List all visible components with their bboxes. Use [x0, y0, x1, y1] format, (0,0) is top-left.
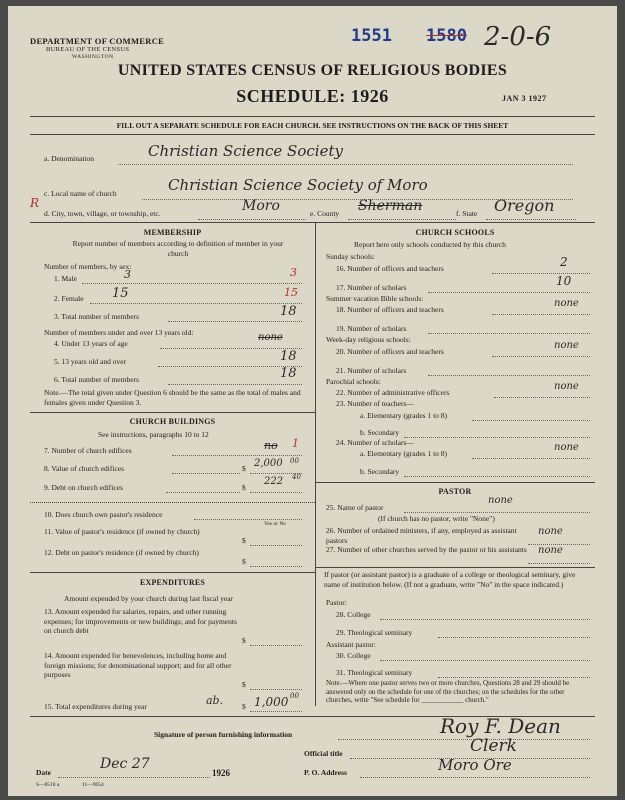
official-title-label: Official title — [304, 749, 343, 758]
q23-label: 23. Number of teachers— — [336, 399, 414, 408]
po-address-label: P. O. Address — [304, 768, 347, 777]
q1-value: 3 — [124, 268, 131, 281]
weekday-label: Week-day religious schools: — [326, 335, 411, 344]
q30-label: 30. College — [336, 651, 371, 660]
q24a-label: a. Elementary (grades 1 to 8) — [360, 449, 448, 458]
q15-value: 1,000 — [254, 695, 289, 709]
q25-hint: (If church has no pastor, write "None") — [378, 514, 495, 523]
q18-label: 18. Number of officers and teachers — [336, 305, 444, 314]
q4-value: none — [258, 332, 283, 343]
state-label: f. State — [456, 209, 478, 218]
schools-title: CHURCH SCHOOLS — [415, 228, 495, 237]
buildings-intro: See instructions, paragraphs 10 to 12 — [98, 430, 209, 439]
age-intro-label: Number of members under and over 13 years old: — [44, 328, 194, 337]
q15-label: 15. Total expenditures during year — [44, 702, 147, 711]
q25-label: 25. Name of pastor — [326, 503, 384, 512]
q5-label: 5. 13 years old and over — [54, 357, 127, 366]
parochial-label: Parochial schools: — [326, 377, 381, 386]
q8-cents: 00 — [290, 457, 299, 465]
q13-label: 13. Amount expended for salaries, repairs, and other running expenses; for improvements or new buildings; and for payments on church debt — [44, 607, 237, 635]
membership-note: Note.—The total given under Question 6 should be the same as the total of males and females given under Question 3. — [44, 388, 301, 407]
q22-label: 22. Number of administrative officers — [336, 388, 450, 397]
bureau-label: BUREAU OF THE CENSUS — [46, 46, 130, 53]
membership-intro: Report number of members according to definition of member in your church — [72, 239, 284, 258]
q18-value: none — [554, 298, 579, 309]
state-value: Oregon — [494, 196, 555, 215]
q13-dollar: $ — [242, 636, 246, 645]
q9-label: 9. Debt on church edifices — [44, 483, 123, 492]
q26-label: 26. Number of ordained ministers, if any, employed as assistant pastors — [326, 526, 517, 545]
q16-label: 16. Number of officers and teachers — [336, 264, 444, 273]
q24b-label: b. Secondary — [360, 467, 400, 476]
q17-label: 17. Number of scholars — [336, 283, 407, 292]
date-label: Date — [36, 768, 51, 777]
q6-value: 18 — [280, 366, 297, 381]
q6-label: 6. Total number of members — [54, 375, 139, 384]
pastor-label: Pastor: — [326, 598, 347, 607]
pastor-title: PASTOR — [438, 487, 472, 496]
city-field-label: d. City, town, village, or township, etc. — [44, 209, 161, 218]
q15-prefix: ab. — [206, 694, 224, 707]
q2-value: 15 — [112, 286, 129, 301]
q14-dollar: $ — [242, 680, 246, 689]
q22-value: none — [554, 381, 579, 392]
county-value: Sherman — [358, 198, 423, 214]
q8-dollar: $ — [242, 464, 246, 473]
county-label: e. County — [310, 209, 340, 218]
buildings-title: CHURCH BUILDINGS — [129, 417, 216, 426]
q11-dollar: $ — [242, 536, 246, 545]
city-value: Moro — [242, 198, 280, 214]
q2-label: 2. Female — [54, 294, 84, 303]
q23a-label: a. Elementary (grades 1 to 8) — [360, 411, 448, 420]
dept-label: DEPARTMENT OF COMMERCE — [30, 36, 165, 46]
q26-value: none — [538, 526, 563, 537]
form-code: S—8518 a — [36, 782, 60, 788]
q8-value: 2,000 — [254, 458, 283, 469]
q7-red: 1 — [292, 437, 299, 450]
q29-label: 29. Theological seminary — [336, 628, 413, 637]
date-year: 1926 — [212, 768, 230, 778]
signature-label: Signature of person furnishing information — [154, 730, 293, 739]
q9-dollar: $ — [242, 483, 246, 492]
q17-value: 10 — [556, 274, 572, 288]
q14-label: 14. Amount expended for benevolences, including home and foreign missions; for denominational support; and for all other purposes — [44, 651, 232, 679]
membership-title: MEMBERSHIP — [143, 228, 202, 237]
q16-value: 2 — [560, 255, 568, 269]
q27-value: none — [538, 545, 563, 556]
q3-value: 18 — [280, 304, 297, 319]
by-sex-label: Number of members, by sex: — [44, 262, 132, 271]
q12-dollar: $ — [242, 557, 246, 566]
q20-value: none — [554, 340, 579, 351]
assistant-label: Assistant pastor: — [326, 640, 376, 649]
form-title: UNITED STATES CENSUS OF RELIGIOUS BODIES — [117, 62, 508, 79]
schools-intro: Report here only schools conducted by this church — [354, 240, 506, 249]
sunday-label: Sunday schools: — [326, 252, 375, 261]
q4-label: 4. Under 13 years of age — [54, 339, 128, 348]
q25-value: none — [488, 495, 513, 506]
r-mark: R — [30, 196, 40, 210]
q9-cents: 40 — [292, 473, 301, 481]
q19-label: 19. Number of scholars — [336, 324, 407, 333]
local-name-label: c. Local name of church — [44, 189, 117, 198]
received-stamp: JAN 3 1927 — [502, 94, 547, 103]
q21-label: 21. Number of scholars — [336, 366, 407, 375]
local-name-value: Christian Science Society of Moro — [168, 176, 428, 194]
denomination-label: a. Denomination — [44, 154, 94, 163]
q15-dollar: $ — [242, 702, 246, 711]
graduate-note: If pastor (or assistant pastor) is a graduate of a college or theological seminary, give name of institution below. (If not a graduate, write "No" in the space indicated.) — [324, 570, 576, 589]
q20-label: 20. Number of officers and teachers — [336, 347, 444, 356]
census-schedule-sheet — [8, 6, 617, 796]
signature-value: Roy F. Dean — [440, 714, 561, 738]
official-title-value: Clerk — [470, 736, 517, 756]
q28-label: 28. College — [336, 610, 371, 619]
q2-red: 15 — [284, 286, 298, 299]
q12-label: 12. Debt on pastor's residence (if owned by church) — [44, 548, 199, 557]
print-code: 11—9054 — [82, 782, 104, 788]
hand-number: 2-0-6 — [484, 22, 552, 52]
schedule-title: SCHEDULE: 1926 — [236, 86, 389, 106]
date-value: Dec 27 — [100, 756, 150, 772]
q31-label: 31. Theological seminary — [336, 668, 413, 677]
q7-label: 7. Number of church edifices — [44, 446, 132, 455]
po-address-value: Moro Ore — [438, 756, 512, 774]
q24a-value: none — [554, 442, 579, 453]
expenditures-intro: Amount expended by your church during last fiscal year — [64, 594, 234, 603]
stamp-number: 1551 — [351, 26, 392, 46]
q27-label: 27. Number of other churches served by the pastor or his assistants — [326, 545, 527, 554]
q9-value: 222 — [264, 476, 284, 487]
q10-label: 10. Does church own pastor's residence — [44, 510, 163, 519]
q24-label: 24. Number of scholars— — [336, 438, 414, 447]
q15-cents: 00 — [290, 692, 299, 700]
q11-label: 11. Value of pastor's residence (if owned by church) — [44, 527, 200, 536]
denomination-value: Christian Science Society — [148, 142, 343, 160]
yes-no-hint: Yes or No — [264, 521, 287, 527]
q23b-label: b. Secondary — [360, 428, 400, 437]
q8-label: 8. Value of church edifices — [44, 464, 125, 473]
expenditures-title: EXPENDITURES — [139, 578, 206, 587]
pastor-note: Note.—Where one pastor serves two or more churches, Questions 28 and 29 should be answered only on the schedule for one of the churches; on the schedules for the other churches, write "See schedule for ____________ church." — [326, 679, 570, 704]
q7-value: no — [264, 439, 278, 452]
summer-label: Summer vacation Bible schools: — [326, 294, 424, 303]
q1-red: 3 — [290, 266, 297, 279]
q5-value: 18 — [280, 349, 297, 364]
q3-label: 3. Total number of members — [54, 312, 139, 321]
struck-number: 1580 — [426, 26, 467, 46]
fill-out-instructions: FILL OUT A SEPARATE SCHEDULE FOR EACH CHURCH. SEE INSTRUCTIONS ON THE BACK OF THIS SHEET — [116, 121, 509, 130]
q1-label: 1. Male — [54, 274, 77, 283]
city-label: WASHINGTON — [72, 54, 114, 60]
